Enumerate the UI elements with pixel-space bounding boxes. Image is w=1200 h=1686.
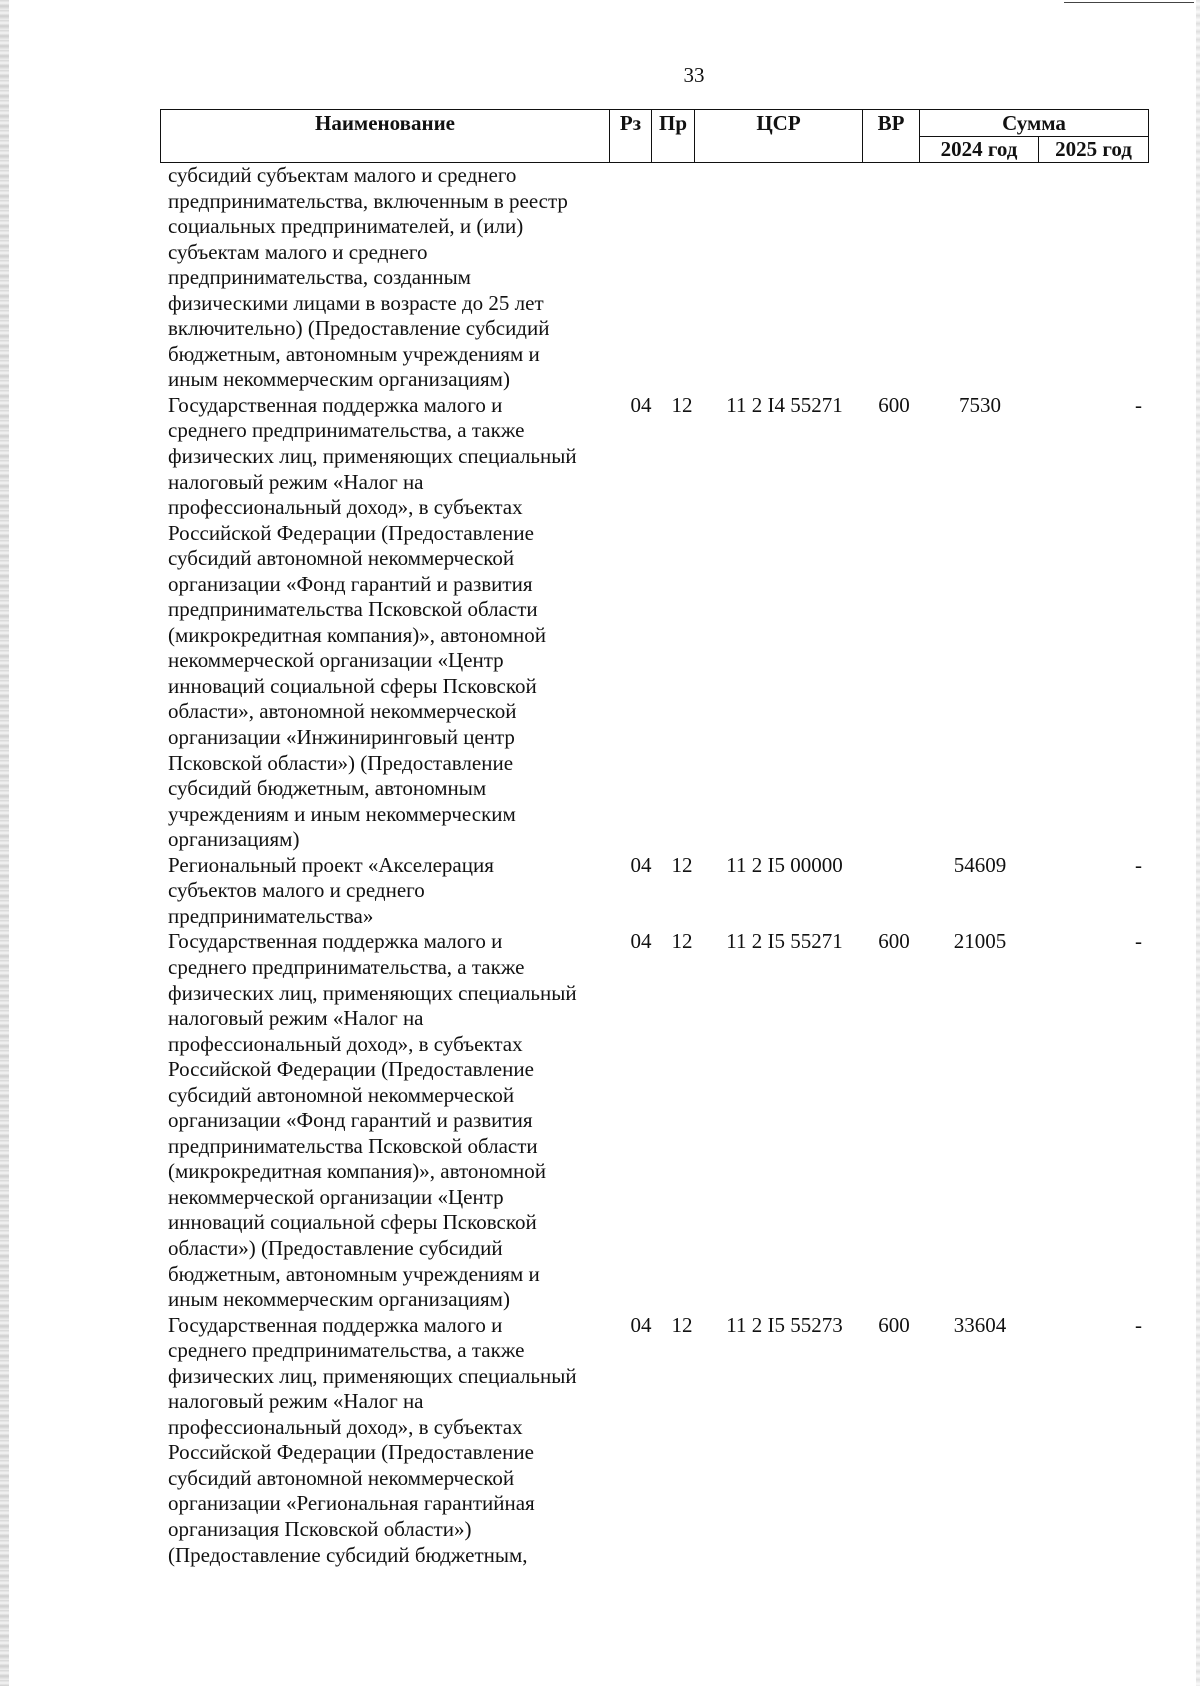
header-csr: ЦСР: [695, 110, 863, 163]
scan-edge-left: [0, 0, 9, 1686]
row-rz: 04: [630, 1312, 652, 1337]
scan-edge-right: [1196, 0, 1200, 1686]
header-rz: Рз: [610, 110, 652, 163]
row-vr: 600: [878, 392, 910, 417]
table-row: [168, 163, 1148, 393]
header-vr: ВР: [863, 110, 920, 163]
table-row: [168, 393, 1148, 853]
row-csr: 11 2 I4 55271: [726, 392, 843, 417]
row-csr: 11 2 I5 00000: [726, 852, 843, 877]
table-header: [160, 109, 1149, 163]
row-vr: 600: [878, 1312, 910, 1337]
row-csr: 11 2 I5 55271: [726, 929, 843, 954]
row-sum-2024: 21005: [953, 929, 1007, 954]
table-body: [168, 163, 1148, 1568]
row-sum-2025: -: [1135, 852, 1142, 877]
row-rz: 04: [630, 392, 652, 417]
row-sum-2024: 54609: [953, 852, 1007, 877]
header-year-2025: 2025 год: [1039, 137, 1149, 163]
row-pr: 12: [671, 1312, 693, 1337]
row-csr: 11 2 I5 55273: [726, 1312, 843, 1337]
row-sum-2024: 33604: [953, 1312, 1007, 1337]
row-pr: 12: [671, 852, 693, 877]
header-pr: Пр: [652, 110, 695, 163]
corner-line: [1064, 2, 1194, 3]
row-rz: 04: [630, 852, 652, 877]
table-row: [168, 929, 1148, 1312]
row-name: Государственная поддержка малого и среднего предпринимательства, а также физических лиц, применяющих специальный налоговый режим «Налог на профессиональный доход», в субъектах Российской Федерации (Предоставление субсидий автономной некоммерческой организации «Фонд гарантий и развития предпринимательства Псковской области (микрокредитная компания)», автономной некоммерческой организации «Центр инноваций социальной сферы Псковской области», автономной некоммерческой организации «Инжиниринговый центр Псковской области») (Предоставление субсидий бюджетным, автономным учреждениям и иным некоммерческим организациям): [168, 392, 577, 852]
row-pr: 12: [671, 929, 693, 954]
row-sum-2024: 7530: [959, 392, 1001, 417]
row-name: Государственная поддержка малого и среднего предпринимательства, а также физических лиц, применяющих специальный налоговый режим «Налог на профессиональный доход», в субъектах Российской Федерации (Предоставление субсидий автономной некоммерческой организации «Региональная гарантийная организация Псковской области») (Предоставление субсидий бюджетным,: [168, 1312, 577, 1567]
row-name: Региональный проект «Акселерация субъектов малого и среднего предпринимательства»: [168, 852, 494, 928]
header-year-2024: 2024 год: [920, 137, 1039, 163]
row-sum-2025: -: [1135, 1312, 1142, 1337]
header-sum: Сумма: [920, 110, 1149, 137]
page-number: 33: [683, 63, 705, 87]
header-name: Наименование: [161, 110, 610, 163]
row-vr: 600: [878, 929, 910, 954]
table-row: [168, 1313, 1148, 1568]
row-name: Государственная поддержка малого и среднего предпринимательства, а также физических лиц, применяющих специальный налоговый режим «Налог на профессиональный доход», в субъектах Российской Федерации (Предоставление субсидий автономной некоммерческой организации «Фонд гарантий и развития предпринимательства Псковской области (микрокредитная компания)», автономной некоммерческой организации «Центр инноваций социальной сферы Псковской области») (Предоставление субсидий бюджетным, автономным учреждениям и иным некоммерческим организациям): [168, 929, 577, 1312]
row-rz: 04: [630, 929, 652, 954]
row-sum-2025: -: [1135, 392, 1142, 417]
table-row: [168, 853, 1148, 930]
row-name: субсидий субъектам малого и среднего предпринимательства, включенным в реестр социальных предпринимателей, и (или) субъектам малого и среднего предпринимательства, созданным физическими лицами в возрасте до 25 лет включительно) (Предоставление субсидий бюджетным, автономным учреждениям и иным некоммерческим организациям): [168, 163, 568, 392]
row-sum-2025: -: [1135, 929, 1142, 954]
row-pr: 12: [671, 392, 693, 417]
